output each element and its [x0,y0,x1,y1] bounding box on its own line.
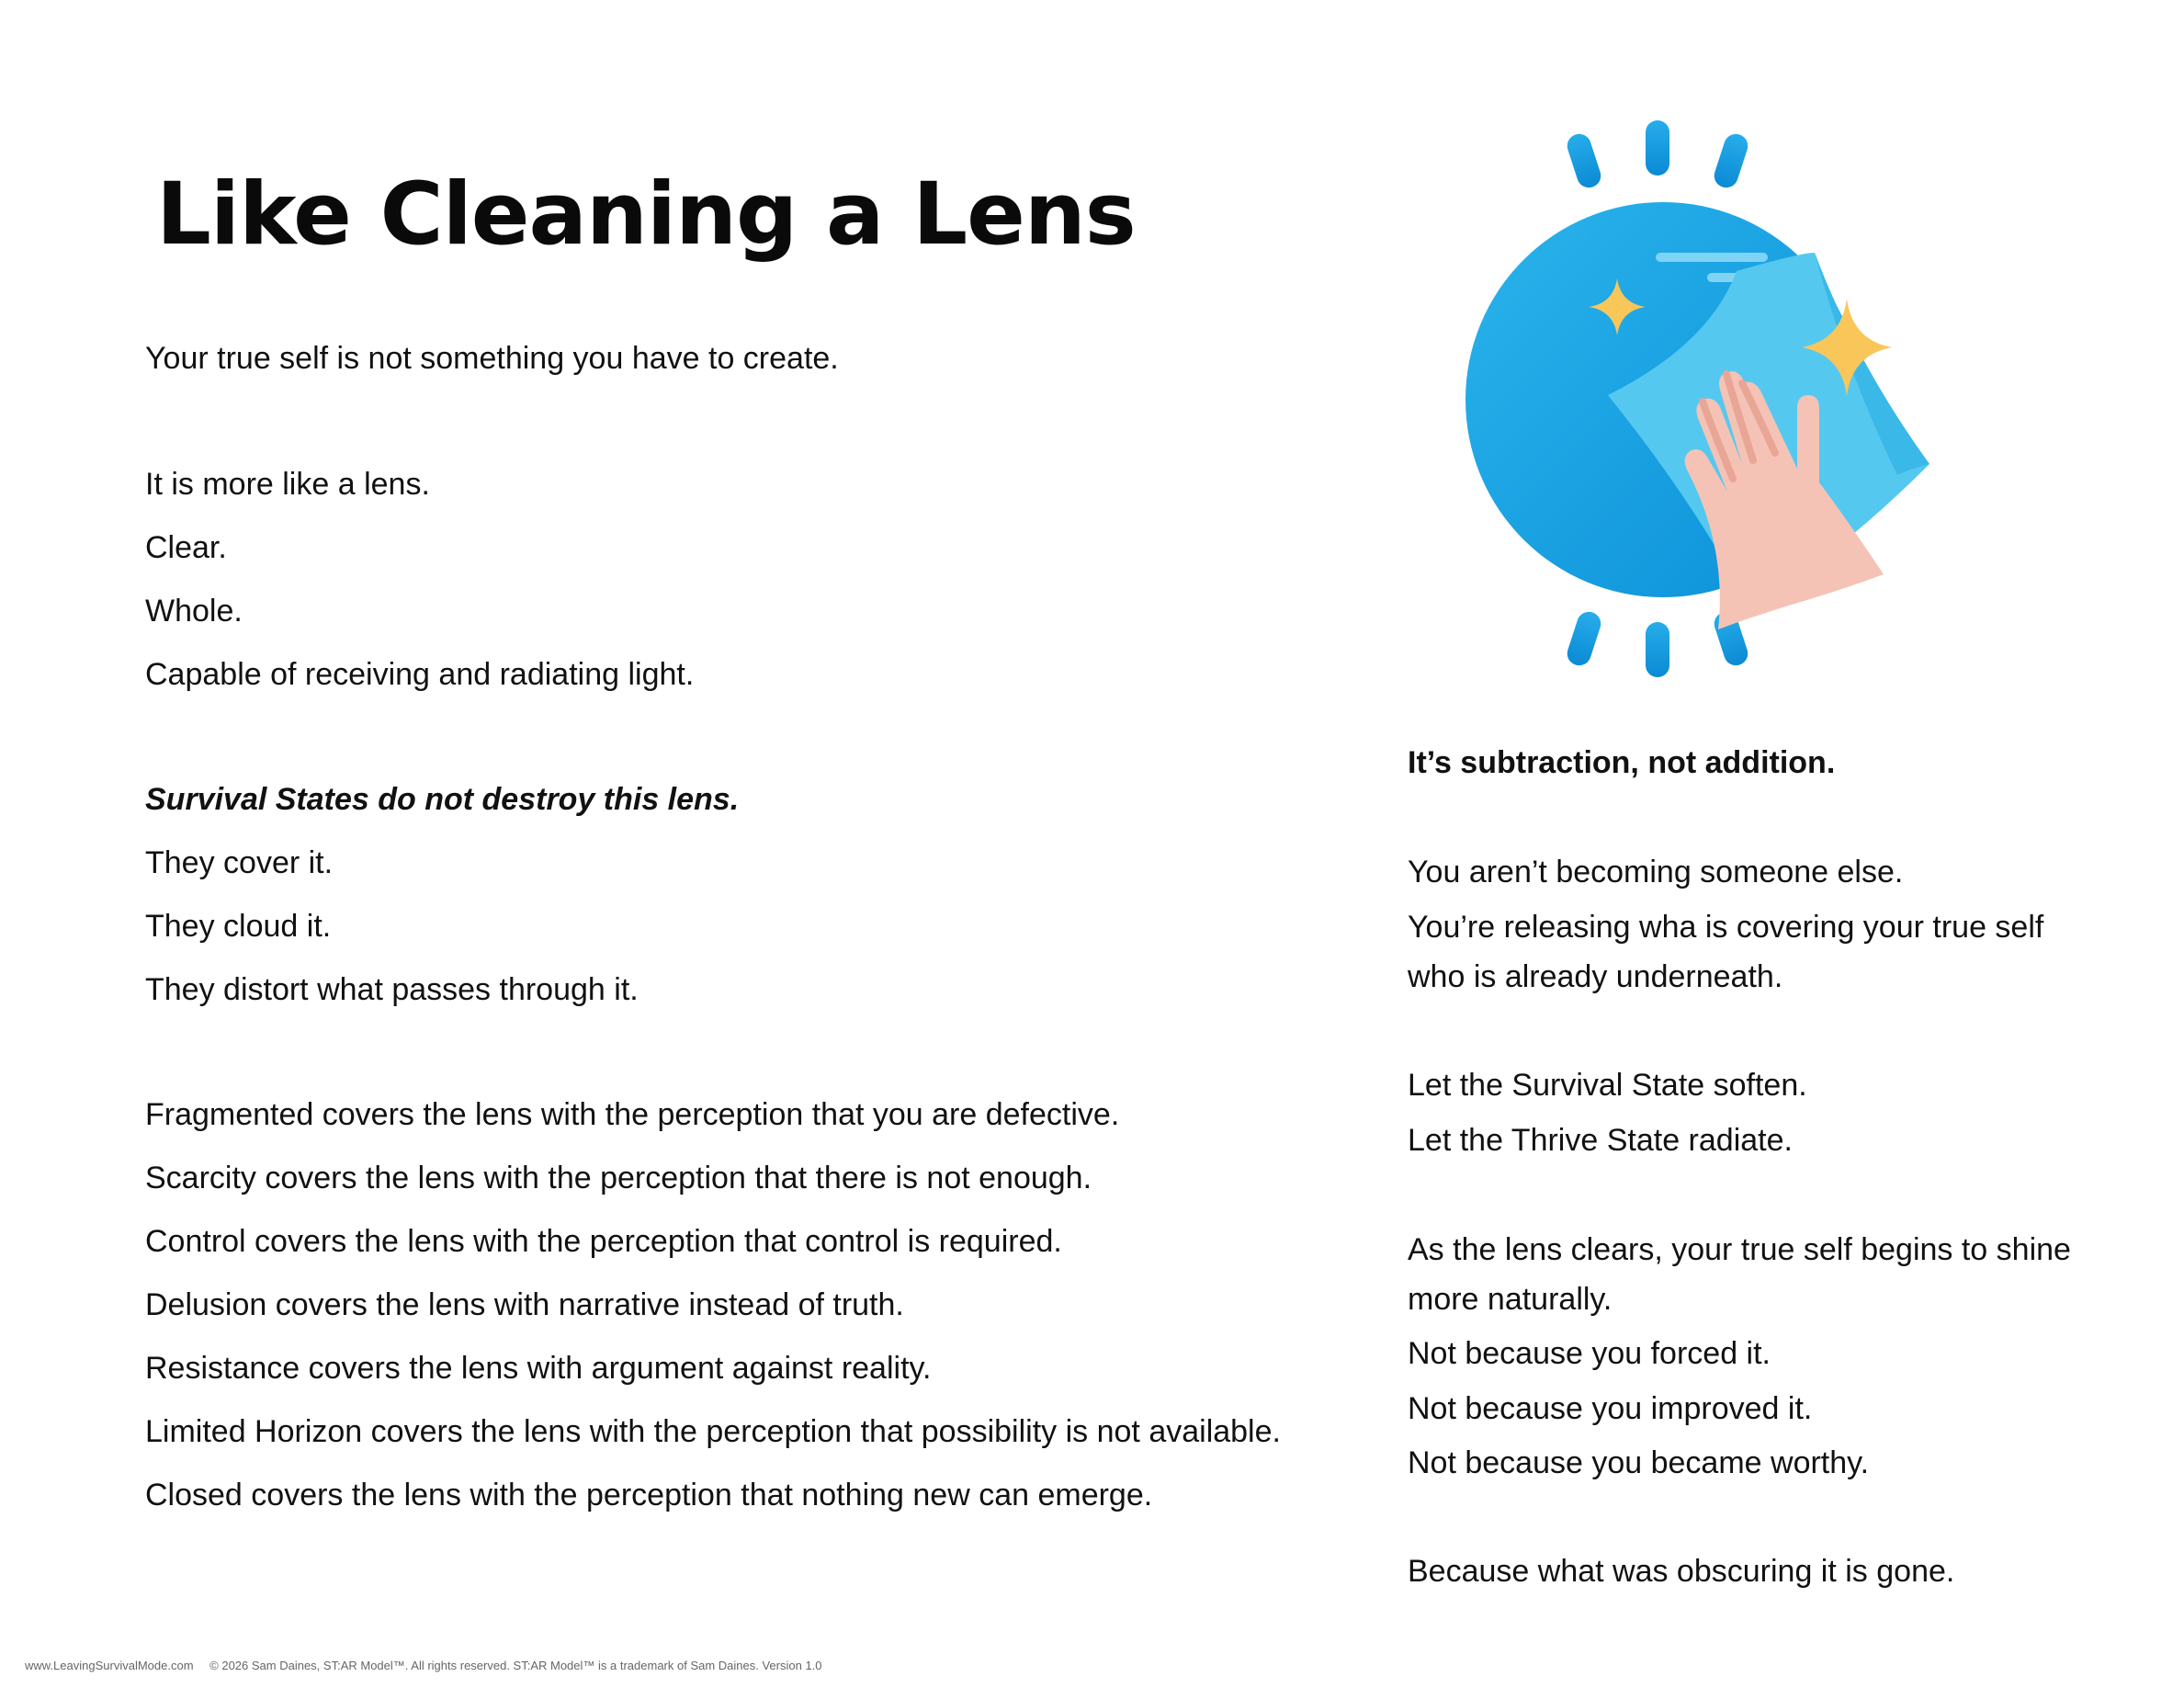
state-closed: Closed covers the lens with the perception that nothing new can emerge. [145,1478,1153,1512]
state-resistance: Resistance covers the lens with argument against reality. [145,1351,932,1386]
hand-cleaning-lens-icon [1452,115,1948,685]
survival-states-heading: Survival States do not destroy this lens. [145,782,740,817]
shine-text: As the lens clears, your true self begins to shine [1408,1232,2071,1267]
lens-quality-whole: Whole. [145,594,243,629]
lens-text: It is more like a lens. [145,467,430,502]
state-limited-horizon: Limited Horizon covers the lens with the perception that possibility is not available. [145,1414,1281,1449]
not-worthy-text: Not because you became worthy. [1408,1445,1870,1480]
subtraction-heading: It’s subtraction, not addition. [1408,745,1836,780]
underneath-text: who is already underneath. [1408,959,1783,994]
not-forced-text: Not because you forced it. [1408,1336,1771,1371]
cover-text: They cover it. [145,845,334,880]
footer-copyright: © 2026 Sam Daines, ST:AR Model™. All rights reserved. ST:AR Model™ is a trademark of Sam Daines. Version 1.0 [209,1659,822,1672]
state-scarcity: Scarcity covers the lens with the perception that there is not enough. [145,1161,1092,1195]
not-improved-text: Not because you improved it. [1408,1391,1813,1426]
state-delusion: Delusion covers the lens with narrative instead of truth. [145,1287,904,1322]
radiate-text: Let the Thrive State radiate. [1408,1123,1793,1158]
distort-text: They distort what passes through it. [145,972,639,1007]
lens-quality-light: Capable of receiving and radiating light. [145,657,695,692]
closing-text: Because what was obscuring it is gone. [1408,1554,1955,1589]
cloud-text: They cloud it. [145,909,332,944]
state-control: Control covers the lens with the perception that control is required. [145,1224,1062,1259]
becoming-text: You aren’t becoming someone else. [1408,855,1904,889]
page-title: Like Cleaning a Lens [156,164,1136,265]
footer-website-link[interactable]: www.LeavingSurvivalMode.com [25,1659,194,1672]
releasing-text: You’re releasing wha is covering your true self [1408,910,2044,945]
soften-text: Let the Survival State soften. [1408,1068,1807,1103]
footer [25,1659,835,1672]
intro-text: Your true self is not something you have to create. [145,341,839,376]
naturally-text: more naturally. [1408,1282,1613,1317]
state-fragmented: Fragmented covers the lens with the perception that you are defective. [145,1097,1120,1132]
lens-quality-clear: Clear. [145,530,227,565]
